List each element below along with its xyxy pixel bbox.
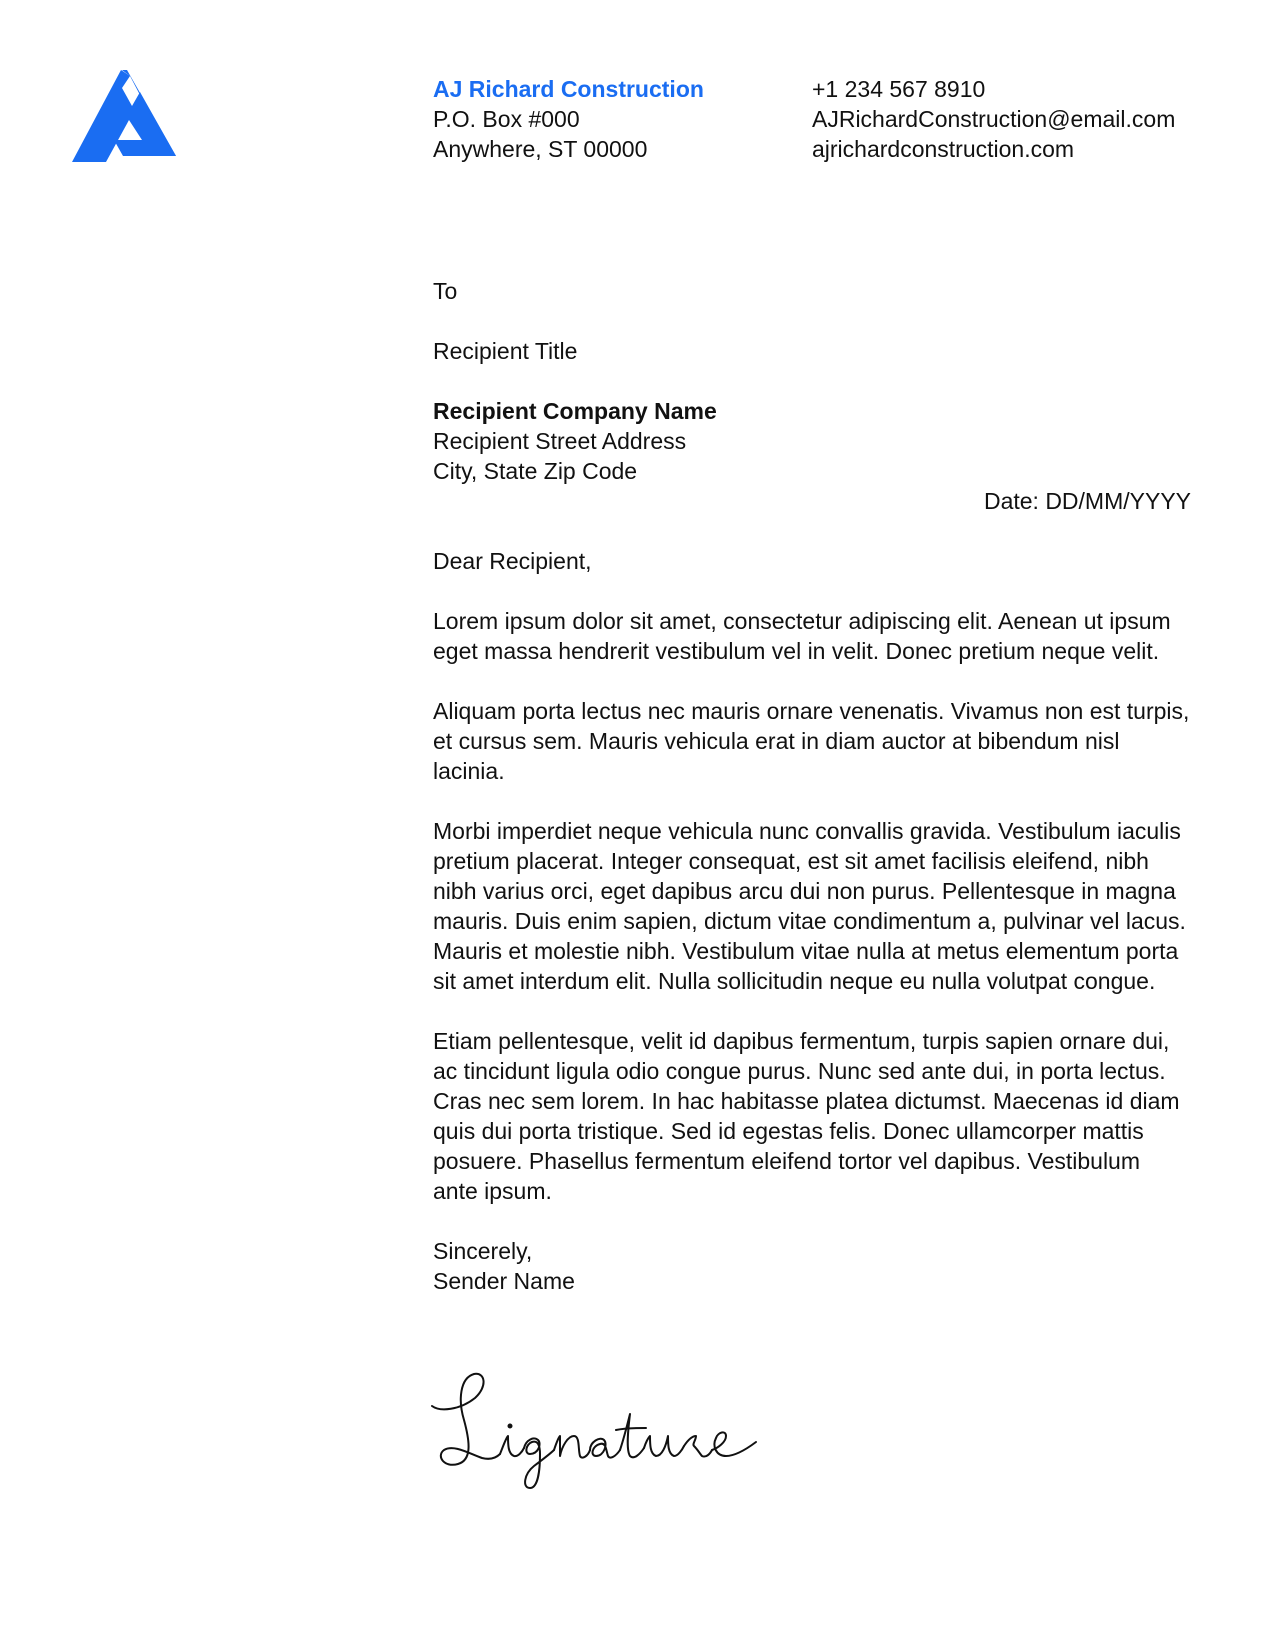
body-paragraph: Morbi imperdiet neque vehicula nunc convallis gravida. Vestibulum iaculis pretium placerat. Integer consequat, est sit amet facilisis eleifend, nibh nibh varius orci, eget dapibus arcu dui non purus. Pellentesque in magna mauris. Duis enim sapien, dictum vitae condimentum a, pulvinar vel lacus. Mauris et molestie nibh. Vestibulum vitae nulla at metus elementum porta sit amet interdum elit. Nulla sollicitudin neque eu nulla volutpat congue. bbox=[433, 818, 1186, 994]
company-website: ajrichardconstruction.com bbox=[812, 136, 1075, 162]
salutation: Dear Recipient, bbox=[433, 548, 592, 574]
company-info bbox=[433, 74, 704, 164]
recipient-street: Recipient Street Address bbox=[433, 428, 687, 454]
company-email: AJRichardConstruction@email.com bbox=[812, 106, 1176, 132]
company-contact bbox=[812, 74, 1175, 164]
to-label: To bbox=[433, 278, 458, 304]
date-row bbox=[433, 486, 1191, 516]
company-logo-icon bbox=[72, 70, 176, 162]
recipient-address bbox=[433, 396, 1191, 486]
recipient-company-name: Recipient Company Name bbox=[433, 398, 717, 424]
body-paragraph: Aliquam porta lectus nec mauris ornare venenatis. Vivamus non est turpis, et cursus sem. Mauris vehicula erat in diam auctor at bibendum nisl lacinia. bbox=[433, 698, 1190, 784]
closing: Sincerely, bbox=[433, 1238, 533, 1264]
closing-block bbox=[433, 1236, 1191, 1296]
body-paragraph: Lorem ipsum dolor sit amet, consectetur adipiscing elit. Aenean ut ipsum eget massa hendrerit vestibulum vel in velit. Donec pretium neque velit. bbox=[433, 608, 1171, 664]
recipient-city-line: City, State Zip Code bbox=[433, 458, 638, 484]
sender-name: Sender Name bbox=[433, 1268, 575, 1294]
letter-body bbox=[433, 276, 1191, 1296]
company-address-line2: Anywhere, ST 00000 bbox=[433, 136, 648, 162]
body-paragraph: Etiam pellentesque, velit id dapibus fermentum, turpis sapien ornare dui, ac tincidunt ligula odio congue purus. Nunc sed ante dui, in porta lectus. Cras nec sem lorem. In hac habitasse platea dictumst. Maecenas id diam quis dui porta tristique. Sed id egestas felis. Donec ullamcorper mattis posuere. Phasellus fermentum eleifend tortor vel dapibus. Vestibulum ante ipsum. bbox=[433, 1028, 1180, 1204]
company-name: AJ Richard Construction bbox=[433, 76, 704, 102]
company-phone: +1 234 567 8910 bbox=[812, 76, 986, 102]
recipient-title: Recipient Title bbox=[433, 338, 578, 364]
company-address-line1: P.O. Box #000 bbox=[433, 106, 580, 132]
letter-date: Date: DD/MM/YYYY bbox=[983, 488, 1191, 514]
handwritten-signature bbox=[430, 1370, 760, 1510]
